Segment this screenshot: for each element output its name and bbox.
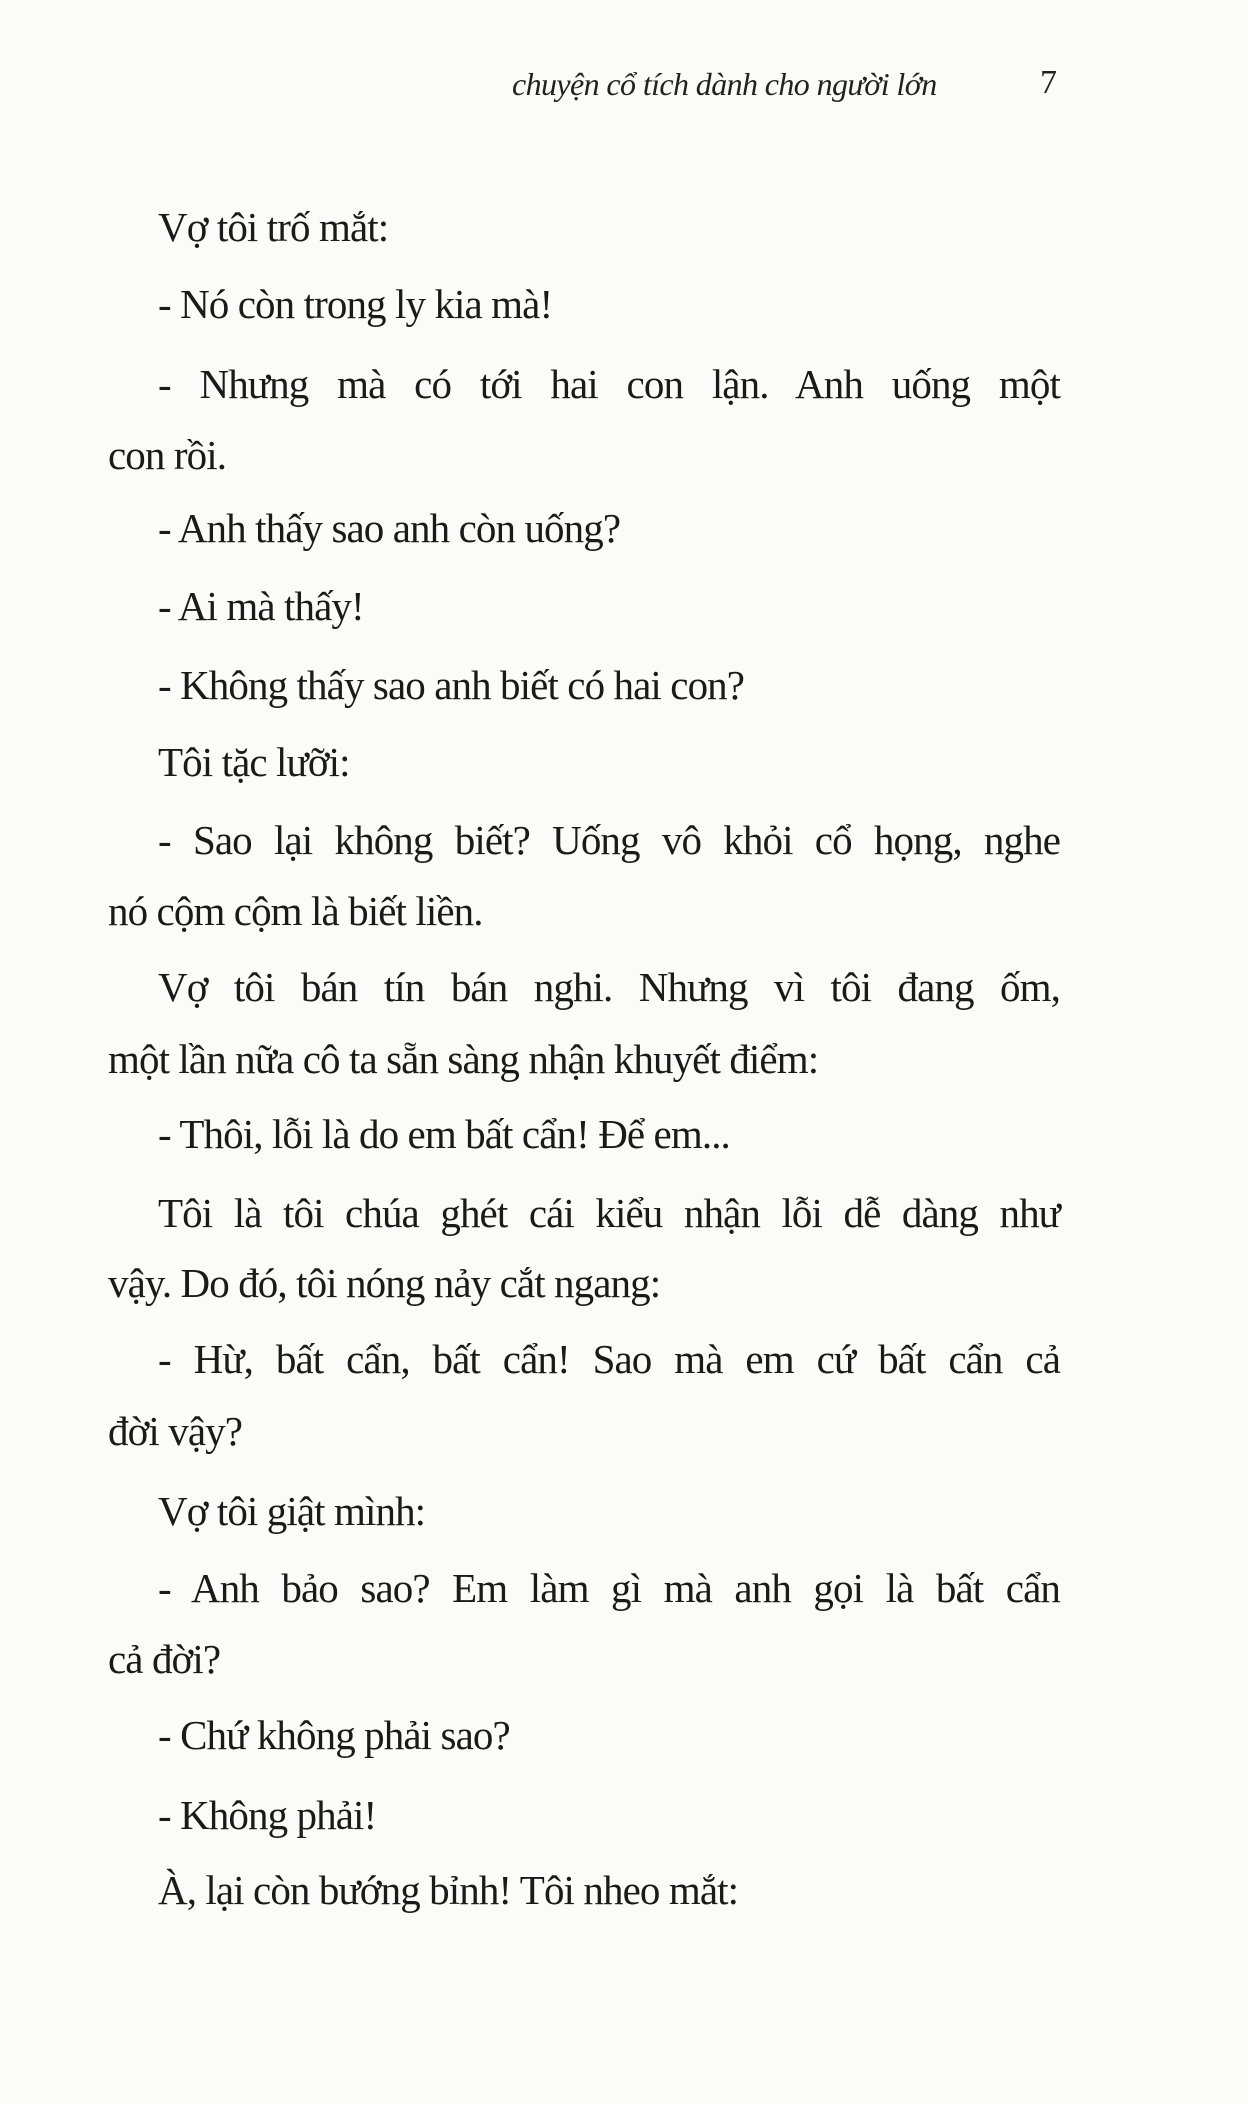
- text-line: - Ai mà thấy!: [158, 583, 364, 629]
- text-line: đời vậy?: [108, 1408, 243, 1454]
- text-line: Vợ tôi giật mình:: [158, 1488, 426, 1534]
- text-line: một lần nữa cô ta sẵn sàng nhận khuyết điểm:: [108, 1036, 819, 1082]
- text-line: - Anh thấy sao anh còn uống?: [158, 505, 621, 551]
- text-line: - Chứ không phải sao?: [158, 1712, 510, 1758]
- text-line: vậy. Do đó, tôi nóng nảy cắt ngang:: [108, 1260, 661, 1306]
- page-number: 7: [1040, 64, 1057, 101]
- text-line: - Thôi, lỗi là do em bất cẩn! Để em...: [158, 1111, 730, 1157]
- text-line: - Nó còn trong ly kia mà!: [158, 281, 553, 327]
- text-line: cả đời?: [108, 1636, 221, 1682]
- text-line: - Anh bảo sao? Em làm gì mà anh gọi là bất cẩn: [158, 1565, 1060, 1611]
- text-line: À, lại còn bướng bỉnh! Tôi nheo mắt:: [158, 1867, 739, 1913]
- text-line: nó cộm cộm là biết liền.: [108, 888, 483, 934]
- text-line: Tôi là tôi chúa ghét cái kiểu nhận lỗi dễ dàng như: [158, 1190, 1060, 1236]
- running-title: chuyện cổ tích dành cho người lớn: [512, 66, 937, 102]
- text-line: con rồi.: [108, 432, 227, 478]
- text-line: Vợ tôi bán tín bán nghi. Nhưng vì tôi đang ốm,: [158, 964, 1060, 1010]
- text-line: - Không phải!: [158, 1792, 377, 1838]
- text-line: - Sao lại không biết? Uống vô khỏi cổ họng, nghe: [158, 817, 1060, 863]
- text-line: Tôi tặc lưỡi:: [158, 739, 350, 785]
- text-line: - Hừ, bất cẩn, bất cẩn! Sao mà em cứ bất cẩn cả: [158, 1336, 1060, 1382]
- text-line: - Nhưng mà có tới hai con lận. Anh uống một: [158, 361, 1060, 407]
- text-line: - Không thấy sao anh biết có hai con?: [158, 662, 745, 708]
- text-line: Vợ tôi trố mắt:: [158, 204, 389, 250]
